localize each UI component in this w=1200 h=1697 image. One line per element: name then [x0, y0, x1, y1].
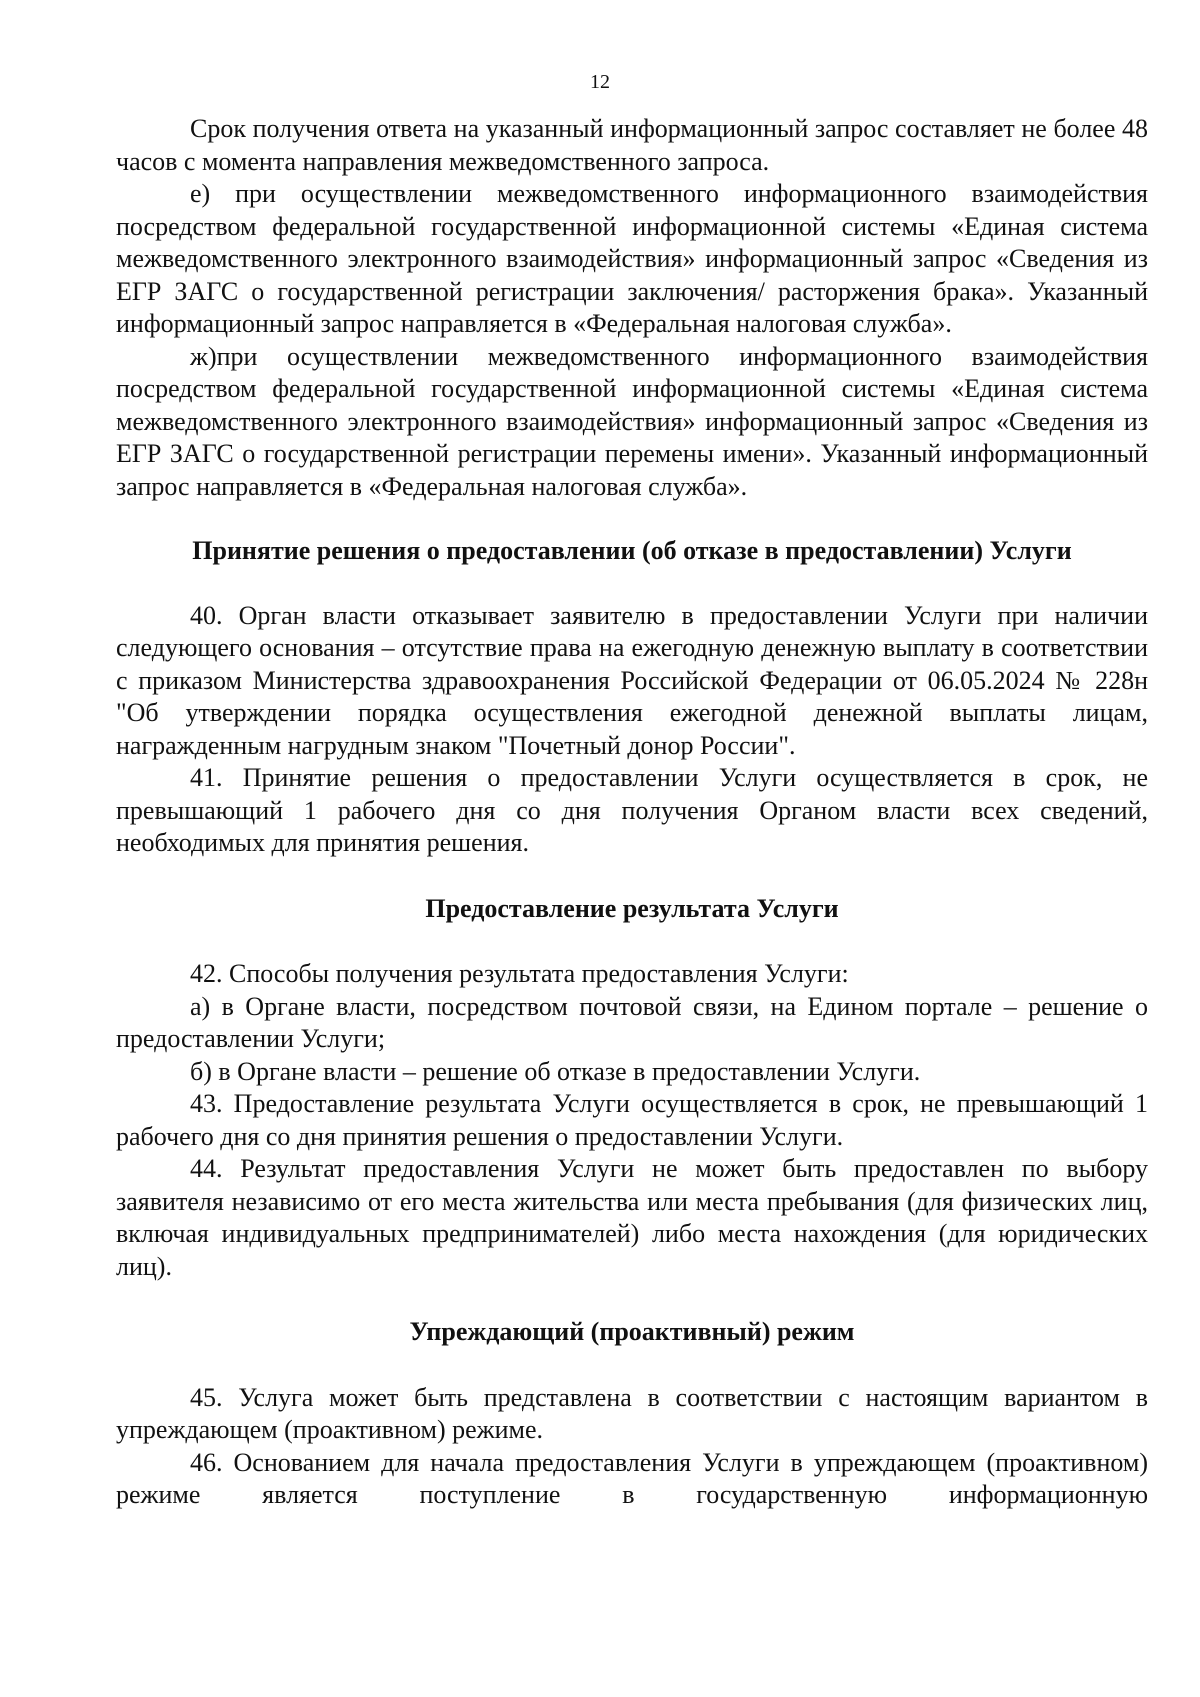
page-number: 12 — [590, 71, 610, 93]
paragraph-44: 44. Результат предоставления Услуги не может быть предоставлен по выбору заявителя независимо от его места жительства или места пребывания (для физических лиц, включая индивидуальных предпринимателей) либо места нахождения (для юридических лиц). — [116, 1154, 1148, 1281]
paragraph-40: 40. Орган власти отказывает заявителю в предоставлении Услуги при наличии следующего основания – отсутствие права на ежегодную денежную выплату в соответствии с приказом Министерства здравоохранения Российской Федерации от 06.05.2024 № 228н "Об утверждении порядка осуществления ежегодной денежной выплаты лицам, награжденным нагрудным знаком "Почетный донор России". — [116, 600, 1148, 760]
paragraph-response-deadline: Срок получения ответа на указанный информационный запрос составляет не более 48 часов с момента направления межведомственного запроса. — [116, 114, 1148, 176]
paragraph-item-e: е) при осуществлении межведомственного информационного взаимодействия посредством федеральной государственной информационной системы «Единая система межведомственного электронного взаимодействия» информационный запрос «Сведения из ЕГР ЗАГС о государственной регистрации заключения/ расторжения брака». Указанный информационный запрос направляется в «Федеральная налоговая служба». — [116, 179, 1148, 338]
paragraph-42-a: а) в Органе власти, посредством почтовой связи, на Едином портале – решение о предоставлении Услуги; — [116, 991, 1148, 1053]
paragraph-item-zh: ж)при осуществлении межведомственного информационного взаимодействия посредством федеральной государственной информационной системы «Единая система межведомственного электронного взаимодействия» информационный запрос «Сведения из ЕГР ЗАГС о государственной регистрации перемены имени». Указанный информационный запрос направляется в «Федеральная налоговая служба». — [116, 341, 1148, 501]
paragraph-42-b: б) в Органе власти – решение об отказе в предоставлении Услуги. — [190, 1056, 921, 1086]
paragraph-41: 41. Принятие решения о предоставлении Услуги осуществляется в срок, не превышающий 1 рабочего дня со дня получения Органом власти всех сведений, необходимых для принятия решения. — [116, 763, 1148, 857]
paragraph-45: 45. Услуга может быть представлена в соответствии с настоящим вариантом в упреждающем (проактивном) режиме. — [116, 1382, 1148, 1444]
paragraph-43: 43. Предоставление результата Услуги осуществляется в срок, не превышающий 1 рабочего дня со дня принятия решения о предоставлении Услуги. — [116, 1089, 1148, 1151]
section-heading-decision: Принятие решения о предоставлении (об отказе в предоставлении) Услуги — [192, 536, 1072, 565]
section-heading-result: Предоставление результата Услуги — [425, 893, 839, 923]
section-heading-proactive: Упреждающий (проактивный) режим — [409, 1317, 855, 1346]
paragraph-42: 42. Способы получения результата предоставления Услуги: — [190, 959, 849, 988]
document-body — [116, 113, 1148, 1512]
paragraph-46: 46. Основанием для начала предоставления Услуги в упреждающем (проактивном) режиме является поступление в государственную информационную — [116, 1447, 1148, 1509]
